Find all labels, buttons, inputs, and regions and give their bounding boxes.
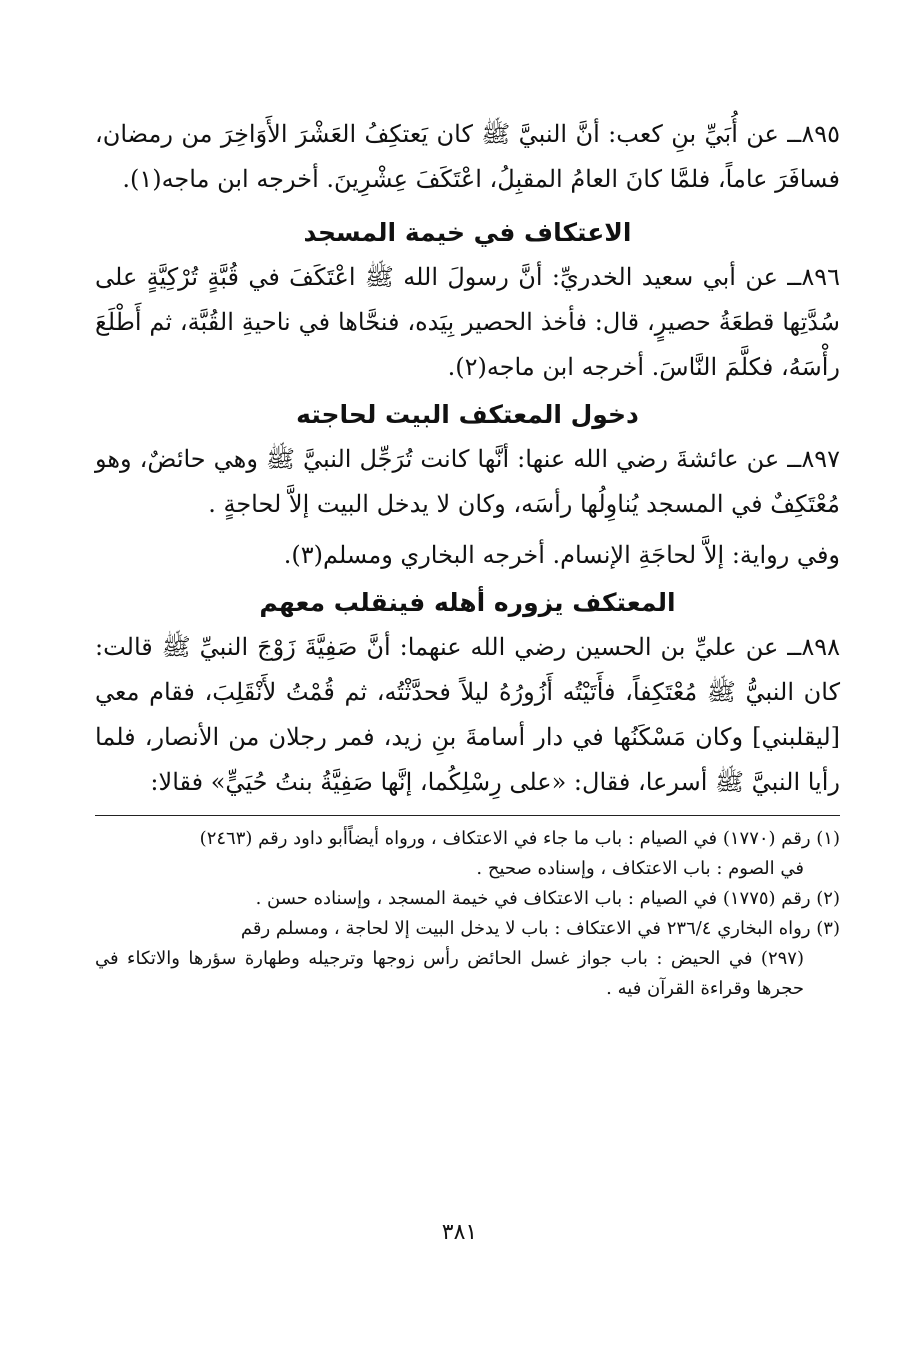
footnote-divider [95, 815, 840, 816]
footnote-3-line-2: (٢٩٧) في الحيض : باب جواز غسل الحائض رأس زوجها وترجيله وطهارة سؤرها والاتكاء في حجرها وقراءة القرآن فيه . [95, 948, 804, 999]
section-heading-entering: دخول المعتكف البيت لحاجته [296, 400, 639, 429]
footnote-1-line-1: (١) رقم (١٧٧٠) في الصيام : باب ما جاء في الاعتكاف ، ورواه أيضاًأبو داود رقم (٢٤٦٣) [199, 828, 840, 849]
footnote-3-line-1: (٣) رواه البخاري ٢٣٦/٤ في الاعتكاف : باب لا يدخل البيت إلا لحاجة ، ومسلم رقم [240, 918, 840, 939]
hadith-895: ٨٩٥ــ عن أُبَيِّ بنِ كعب: أنَّ النبيَّ ﷺ كان يَعتكِفُ العَشْرَ الأَوَاخِرَ من رمضان، فسافَرَ عاماً، فلمَّا كانَ العامُ المقبِلُ، اعْتَكَفَ عِشْرِينَ. أخرجه ابن ماجه(١). [95, 120, 841, 193]
hadith-897: ٨٩٧ــ عن عائشةَ رضي الله عنها: أنَّها كانت تُرَجِّل النبيَّ ﷺ وهي حائضٌ، وهو مُعْتَكِفٌ في المسجد يُناوِلُها رأسَه، وكان لا يدخل البيت إلاَّ لحاجةٍ . [95, 445, 840, 518]
hadith-896: ٨٩٦ــ عن أبي سعيد الخدريِّ: أنَّ رسولَ الله ﷺ اعْتَكَفَ في قُبَّةٍ تُرْكِيَّةٍ على سُدَّتِها قطعَةُ حصيرٍ، قال: فأخذ الحصير بِيَده، فنحَّاها في ناحيةِ القُبَّة، ثم أَطْلَعَ رأْسَهُ، فكلَّمَ النَّاسَ. أخرجه ابن ماجه(٢). [95, 263, 840, 381]
footnote-1-line-2: في الصوم : باب الاعتكاف ، وإسناده صحيح . [476, 858, 804, 879]
section-heading-tent: الاعتكاف في خيمة المسجد [303, 218, 632, 247]
page-body [95, 112, 840, 1004]
page-number: ٣٨١ [441, 1220, 478, 1245]
hadith-898: ٨٩٨ــ عن عليِّ بن الحسين رضي الله عنهما: أنَّ صَفِيَّةَ زَوْجَ النبيِّ ﷺ قالت: كان النبيُّ ﷺ مُعْتَكِفاً، فأَتَيْتُه أَزُورُهُ ليلاً فحدَّثْتُه، ثم قُمْتُ لأَنْقَلِبَ، فقام معي [ليقلبني] وكان مَسْكَنُها في دار أسامةَ بنِ زيد، فمر رجلان من الأنصار، فلما رأيا النبيَّ ﷺ أسرعا، فقال: «على رِسْلِكُما، إنَّها صَفِيَّةُ بنتُ حُيَيٍّ» فقالا: [95, 633, 840, 796]
footnote-2: (٢) رقم (١٧٧٥) في الصيام : باب الاعتكاف في خيمة المسجد ، وإسناده حسن . [255, 888, 840, 909]
section-heading-visit: المعتكف يزوره أهله فينقلب معهم [259, 588, 676, 617]
hadith-897-narration: وفي رواية: إلاَّ لحاجَةِ الإنسام. أخرجه البخاري ومسلم(٣). [283, 541, 840, 569]
